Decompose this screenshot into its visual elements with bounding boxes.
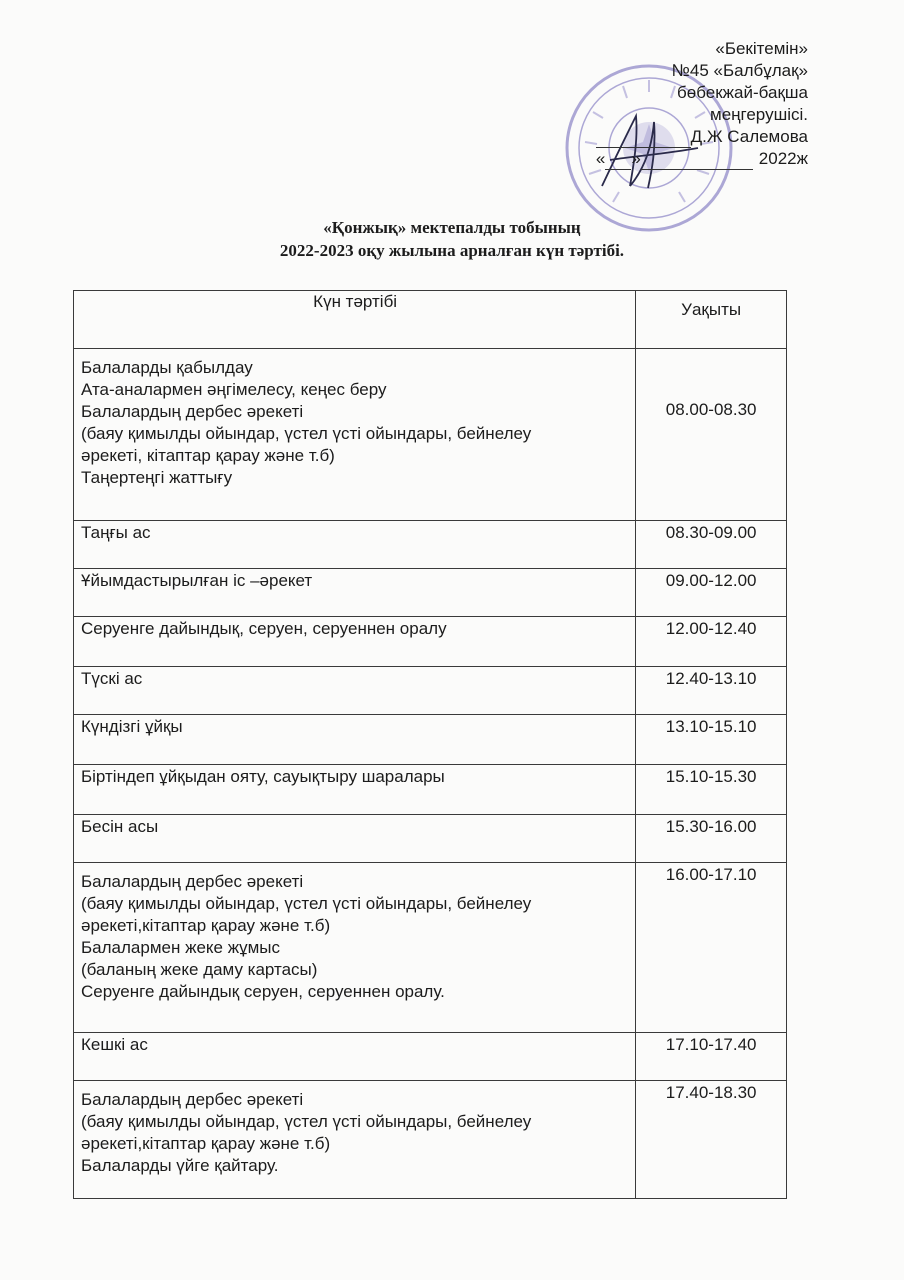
activity-line: Түскі ас	[81, 669, 143, 688]
table-header-row	[74, 291, 787, 349]
activity-line: Кешкі ас	[81, 1035, 148, 1054]
table-row	[74, 715, 787, 765]
schedule-table	[73, 290, 787, 1199]
signatory-name: Д.Ж Салемова	[690, 127, 808, 146]
title-line-1: «Қонжық» мектепалды тобының	[323, 218, 581, 237]
approval-line: «Бекітемін»	[715, 39, 808, 58]
activity-line: (баяу қимылды ойындар, үстел үсті ойындары, бейнелеу	[81, 424, 532, 443]
time-cell: 12.40-13.10	[636, 667, 787, 715]
activity-cell	[74, 569, 636, 617]
activity-cell	[74, 1081, 636, 1199]
time-cell: 16.00-17.10	[636, 863, 787, 1033]
time-cell: 12.00-12.40	[636, 617, 787, 667]
table-row	[74, 667, 787, 715]
table-row	[74, 521, 787, 569]
date-quote-close: »	[631, 149, 641, 168]
time-cell: 17.40-18.30	[636, 1081, 787, 1199]
time-cell: 08.00-08.30	[636, 349, 787, 521]
activity-cell	[74, 765, 636, 815]
time-cell: 09.00-12.00	[636, 569, 787, 617]
approval-signatory	[596, 126, 808, 148]
activity-cell	[74, 667, 636, 715]
header-activity: Күн тәртібі	[74, 291, 636, 349]
activity-cell	[74, 617, 636, 667]
activity-line: Күндізгі ұйқы	[81, 717, 183, 736]
table-row	[74, 1033, 787, 1081]
activity-line: әрекеті, кітаптар қарау және т.б)	[81, 446, 335, 465]
time-cell: 08.30-09.00	[636, 521, 787, 569]
table-row	[74, 765, 787, 815]
approval-block	[596, 38, 808, 170]
time-cell: 15.30-16.00	[636, 815, 787, 863]
approval-line: бөбекжай-бақша	[677, 83, 808, 102]
activity-line: Балалардың дербес әрекеті	[81, 1090, 304, 1109]
activity-line: әрекеті,кітаптар қарау және т.б)	[81, 1134, 331, 1153]
time-cell: 15.10-15.30	[636, 765, 787, 815]
activity-line: Серуенге дайындық серуен, серуеннен оралу.	[81, 982, 445, 1001]
time-cell: 17.10-17.40	[636, 1033, 787, 1081]
activity-cell	[74, 863, 636, 1033]
activity-line: (баяу қимылды ойындар, үстел үсті ойындары, бейнелеу	[81, 1112, 532, 1131]
header-time: Уақыты	[636, 291, 787, 349]
activity-cell	[74, 715, 636, 765]
activity-cell	[74, 349, 636, 521]
activity-line: Біртіндеп ұйқыдан ояту, сауықтыру шаралары	[81, 767, 445, 786]
time-cell: 13.10-15.10	[636, 715, 787, 765]
activity-line: Серуенге дайындық, серуен, серуеннен оралу	[81, 619, 447, 638]
activity-line: Бесін асы	[81, 817, 159, 836]
activity-line: (баланың жеке даму картасы)	[81, 960, 318, 979]
activity-line: Балалармен жеке жұмыс	[81, 938, 280, 957]
activity-cell	[74, 815, 636, 863]
date-quote-open: «	[595, 149, 606, 168]
approval-line: меңгерушісі.	[710, 105, 808, 124]
activity-line: Балалардың дербес әрекеті	[81, 402, 304, 421]
activity-line: Таңғы ас	[81, 523, 151, 542]
table-row	[74, 1081, 787, 1199]
activity-line: (баяу қимылды ойындар, үстел үсті ойындары, бейнелеу	[81, 894, 532, 913]
approval-date	[596, 148, 808, 170]
table-row	[74, 815, 787, 863]
date-year: 2022ж	[758, 149, 808, 168]
table-row	[74, 349, 787, 521]
activity-line: Балалардың дербес әрекеті	[81, 872, 304, 891]
activity-line: Балаларды үйге қайтару.	[81, 1156, 279, 1175]
activity-cell	[74, 521, 636, 569]
title-line-2: 2022-2023 оқу жылына арналған күн тәртібі.	[279, 241, 625, 260]
approval-line: №45 «Балбұлақ»	[671, 61, 808, 80]
page-title	[0, 216, 904, 262]
activity-line: Ұйымдастырылған іс –әрекет	[81, 571, 313, 590]
activity-line: Ата-аналармен әңгімелесу, кеңес беру	[81, 380, 387, 399]
table-row	[74, 617, 787, 667]
activity-cell	[74, 1033, 636, 1081]
activity-line: әрекеті,кітаптар қарау және т.б)	[81, 916, 331, 935]
table-row	[74, 863, 787, 1033]
activity-line: Балаларды қабылдау	[81, 358, 253, 377]
table-row	[74, 569, 787, 617]
activity-line: Таңертеңгі жаттығу	[81, 468, 233, 487]
